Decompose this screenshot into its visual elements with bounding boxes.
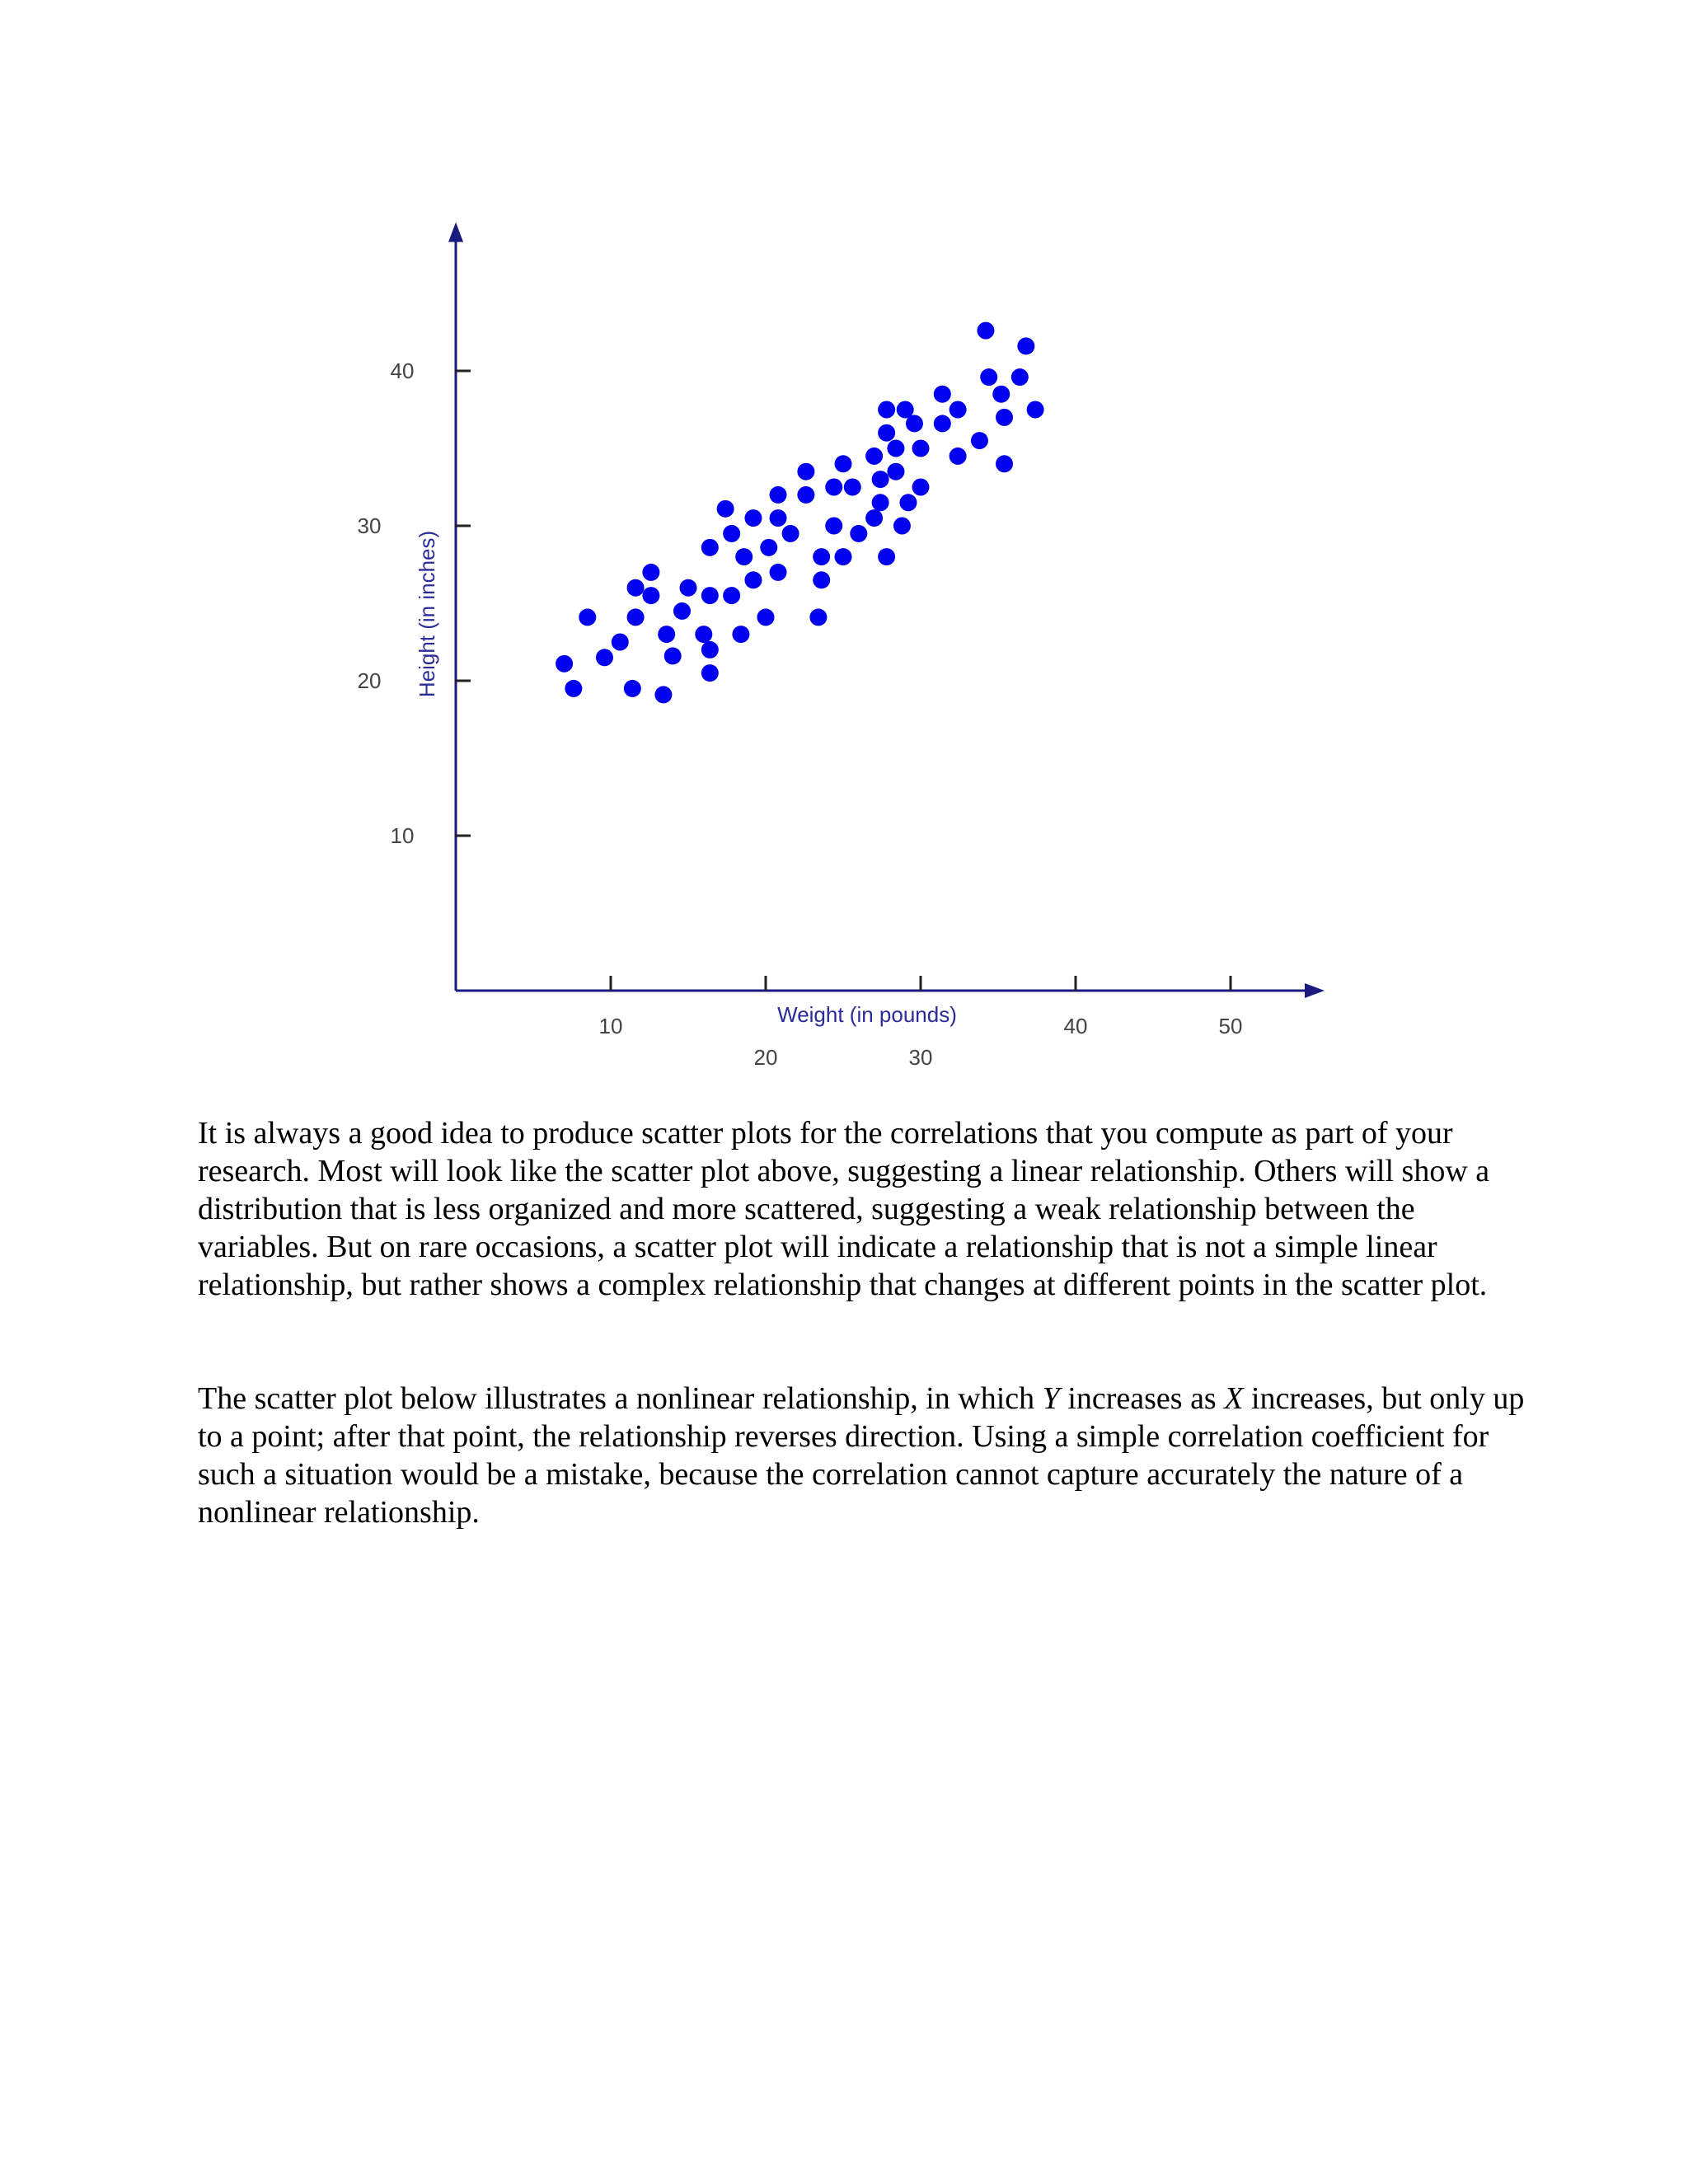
data-point [624,680,641,697]
data-point [701,587,719,604]
data-point [782,525,799,542]
x-tick-label: 40 [1063,1014,1088,1038]
data-point [612,634,629,651]
data-point [934,386,951,403]
axes [448,223,1325,998]
data-point [723,587,740,604]
data-point [770,486,787,504]
data-point [912,440,930,457]
data-point [658,626,675,643]
data-point [813,548,830,565]
paragraph-2-x-variable: X [1224,1381,1244,1416]
data-point [872,494,889,511]
x-tick-label: 50 [1218,1014,1243,1038]
data-point [1027,401,1044,419]
x-tick-label: 30 [908,1045,933,1070]
y-tick-label: 10 [390,823,415,848]
data-point [865,509,883,527]
paragraph-2-part-c: increases, but only up to a point; after that point, the relationship reverses direction. Using a simple correlation coefficient for such a situation would be a mistake, because the correlation cannot capture accurately the nature of a nonlinear relationship. [198,1381,1525,1530]
data-point [596,649,613,666]
data-point [1017,337,1034,354]
paragraph-2-part-b: increases as [1059,1381,1225,1416]
data-point [977,322,994,340]
y-axis-arrow [448,223,463,242]
y-tick-label: 40 [390,359,415,383]
paragraph-2 [198,1380,1525,1531]
scatter-plot [0,0,1688,1088]
x-tick-label: 20 [753,1045,778,1070]
data-point [770,564,787,581]
data-point [971,432,988,449]
data-point [701,539,719,556]
data-point [835,455,852,472]
y-axis-title: Height (in inches) [415,530,439,698]
data-point [556,655,573,673]
data-point [695,626,712,643]
data-point [825,479,842,496]
data-point [642,587,659,604]
paragraph-2-text [198,1380,1525,1531]
data-point [996,409,1013,426]
data-point [980,368,997,386]
paragraph-2-part-a: The scatter plot below illustrates a nonlinear relationship, in which [198,1381,1043,1416]
data-point [627,608,645,626]
data-point [797,463,814,480]
data-point [744,571,762,588]
data-point [723,525,740,542]
data-point [825,518,842,535]
data-point [701,641,719,658]
data-point [950,448,967,465]
data-point [717,500,734,518]
data-point [844,479,861,496]
data-point [701,664,719,682]
x-axis-arrow [1305,983,1325,998]
data-point [565,680,582,697]
data-point [996,455,1013,472]
data-point [797,486,814,504]
data-point [664,647,682,664]
paragraph-2-y-variable: Y [1042,1381,1060,1416]
data-point [865,448,883,465]
x-axis-title: Weight (in pounds) [777,1002,957,1027]
data-point [878,401,895,419]
y-tick-label: 20 [357,668,382,693]
data-points [556,322,1044,704]
data-point [950,401,967,419]
data-point [627,579,645,597]
data-point [813,571,830,588]
data-point [1011,368,1029,386]
data-point [680,579,697,597]
data-point [809,608,827,626]
data-point [887,463,904,480]
data-point [899,494,917,511]
data-point [760,539,777,556]
data-point [642,564,659,581]
data-point [893,518,911,535]
data-point [878,548,895,565]
data-point [732,626,749,643]
paragraph-1-text: It is always a good idea to produce scatter plots for the correlations that you compute as part of your research. Most will look like the scatter plot above, suggesting a linear relationship. Others will show a distribution that is less organized and more scattered, suggesting a weak relationship between the variables. But on rare occasions, a scatter plot will indicate a relationship that is not a simple linear relationship, but rather shows a complex relationship that changes at different points in the scatter plot. [198,1116,1490,1302]
data-point [654,686,672,703]
data-point [850,525,867,542]
data-point [878,424,895,442]
data-point [887,440,904,457]
data-point [735,548,753,565]
paragraph-1 [198,1114,1525,1304]
data-point [673,602,691,620]
data-point [872,471,889,488]
data-point [770,509,787,527]
y-tick-label: 30 [357,513,382,538]
x-tick-label: 10 [598,1014,623,1038]
data-point [744,509,762,527]
tick-labels [358,359,1243,1070]
data-point [906,415,923,432]
data-point [757,608,775,626]
data-point [934,415,951,432]
data-point [912,479,930,496]
data-point [579,608,596,626]
data-point [835,548,852,565]
data-point [992,386,1010,403]
